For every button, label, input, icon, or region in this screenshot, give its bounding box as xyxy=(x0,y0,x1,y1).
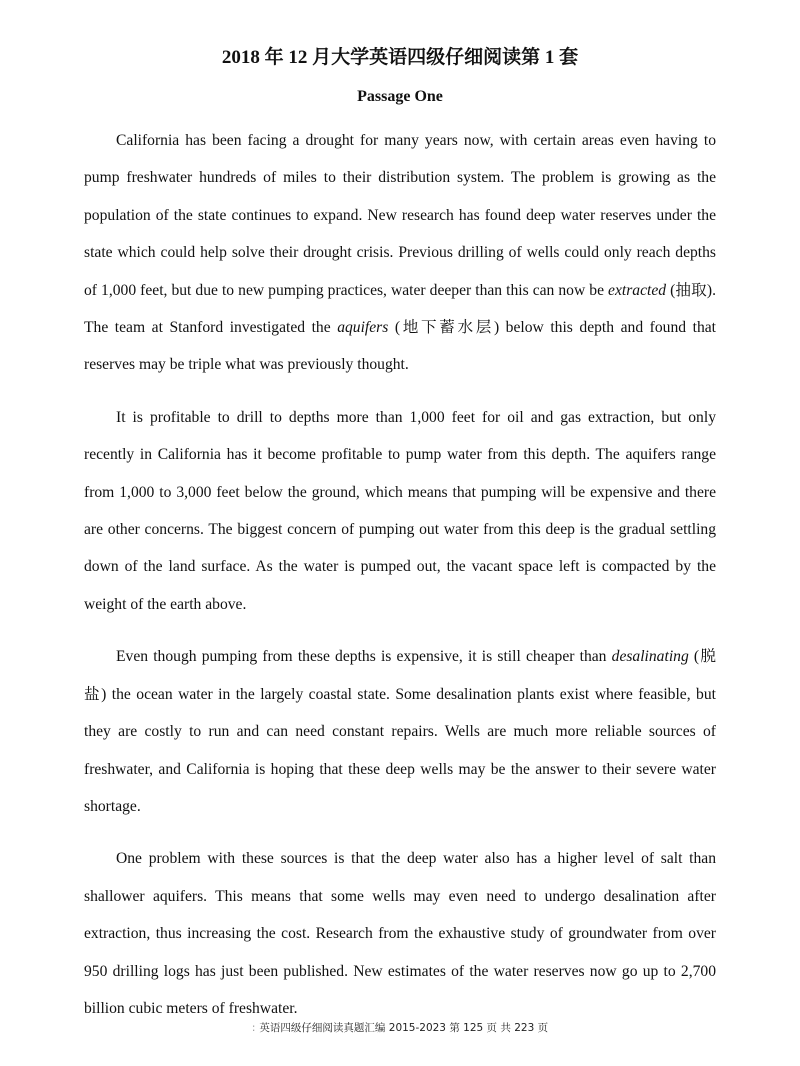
paragraph-text: (脱盐) the ocean water in the largely coastal state. Some desalination plants exist where feasible, but they are costly to run and can need constant repairs. Wells are much more reliable sources of freshwater, and California is hoping that these deep wells may be the answer to their severe water shortage. xyxy=(84,648,716,815)
glossed-term: extracted xyxy=(608,281,667,299)
paragraph-text: Even though pumping from these depths is expensive, it is still cheaper than xyxy=(116,648,612,666)
glossed-term: desalinating xyxy=(611,648,689,666)
paragraph-2 xyxy=(84,399,716,623)
passage-body xyxy=(84,122,716,1042)
paragraph-text: One problem with these sources is that the deep water also has a higher level of salt than shallower aquifers. This means that some wells may even need to undergo desalination after extraction, thus increasing the cost. Research from the exhaustive study of groundwater from over 950 drilling logs has just been published. New estimates of the water reserves now go up to 2,700 billion cubic meters of freshwater. xyxy=(84,850,716,1017)
paragraph-text: California has been facing a drought for many years now, with certain areas even having to pump freshwater hundreds of miles to their distribution system. The problem is growing as the population of the state continues to expand. New research has found deep water reserves under the state which could help solve their drought crisis. Previous drilling of wells could only reach depths of 1,000 feet, but due to new pumping practices, water deeper than this can now be xyxy=(84,132,716,299)
paragraph-3 xyxy=(84,638,716,825)
passage-heading: Passage One xyxy=(357,88,443,105)
footer-page-info: 英语四级仔细阅读真题汇编 2015-2023 第 125 页 共 223 页 xyxy=(259,1022,549,1034)
document-title: 2018 年 12 月大学英语四级仔细阅读第 1 套 xyxy=(221,47,579,68)
paragraph-1 xyxy=(84,122,716,384)
paragraph-text: (抽取). The team at Stanford investigated the xyxy=(84,281,716,337)
glossed-term: aquifers xyxy=(337,319,389,337)
footer-mark: : xyxy=(251,1022,256,1034)
paragraph-4 xyxy=(84,840,716,1027)
paragraph-text: (地下蓄水层) below this depth and found that reserves may be triple what was previously thought. xyxy=(84,319,716,374)
page-footer xyxy=(0,1020,800,1036)
paragraph-text: It is profitable to drill to depths more than 1,000 feet for oil and gas extraction, but only recently in California has it become profitable to pump water from this depth. The aquifers range from 1,000 to 3,000 feet below the ground, which means that pumping will be expensive and there are other concerns. The biggest concern of pumping out water from this deep is the gradual settling down of the land surface. As the water is pumped out, the vacant space left is compacted by the weight of the earth above. xyxy=(84,408,716,613)
